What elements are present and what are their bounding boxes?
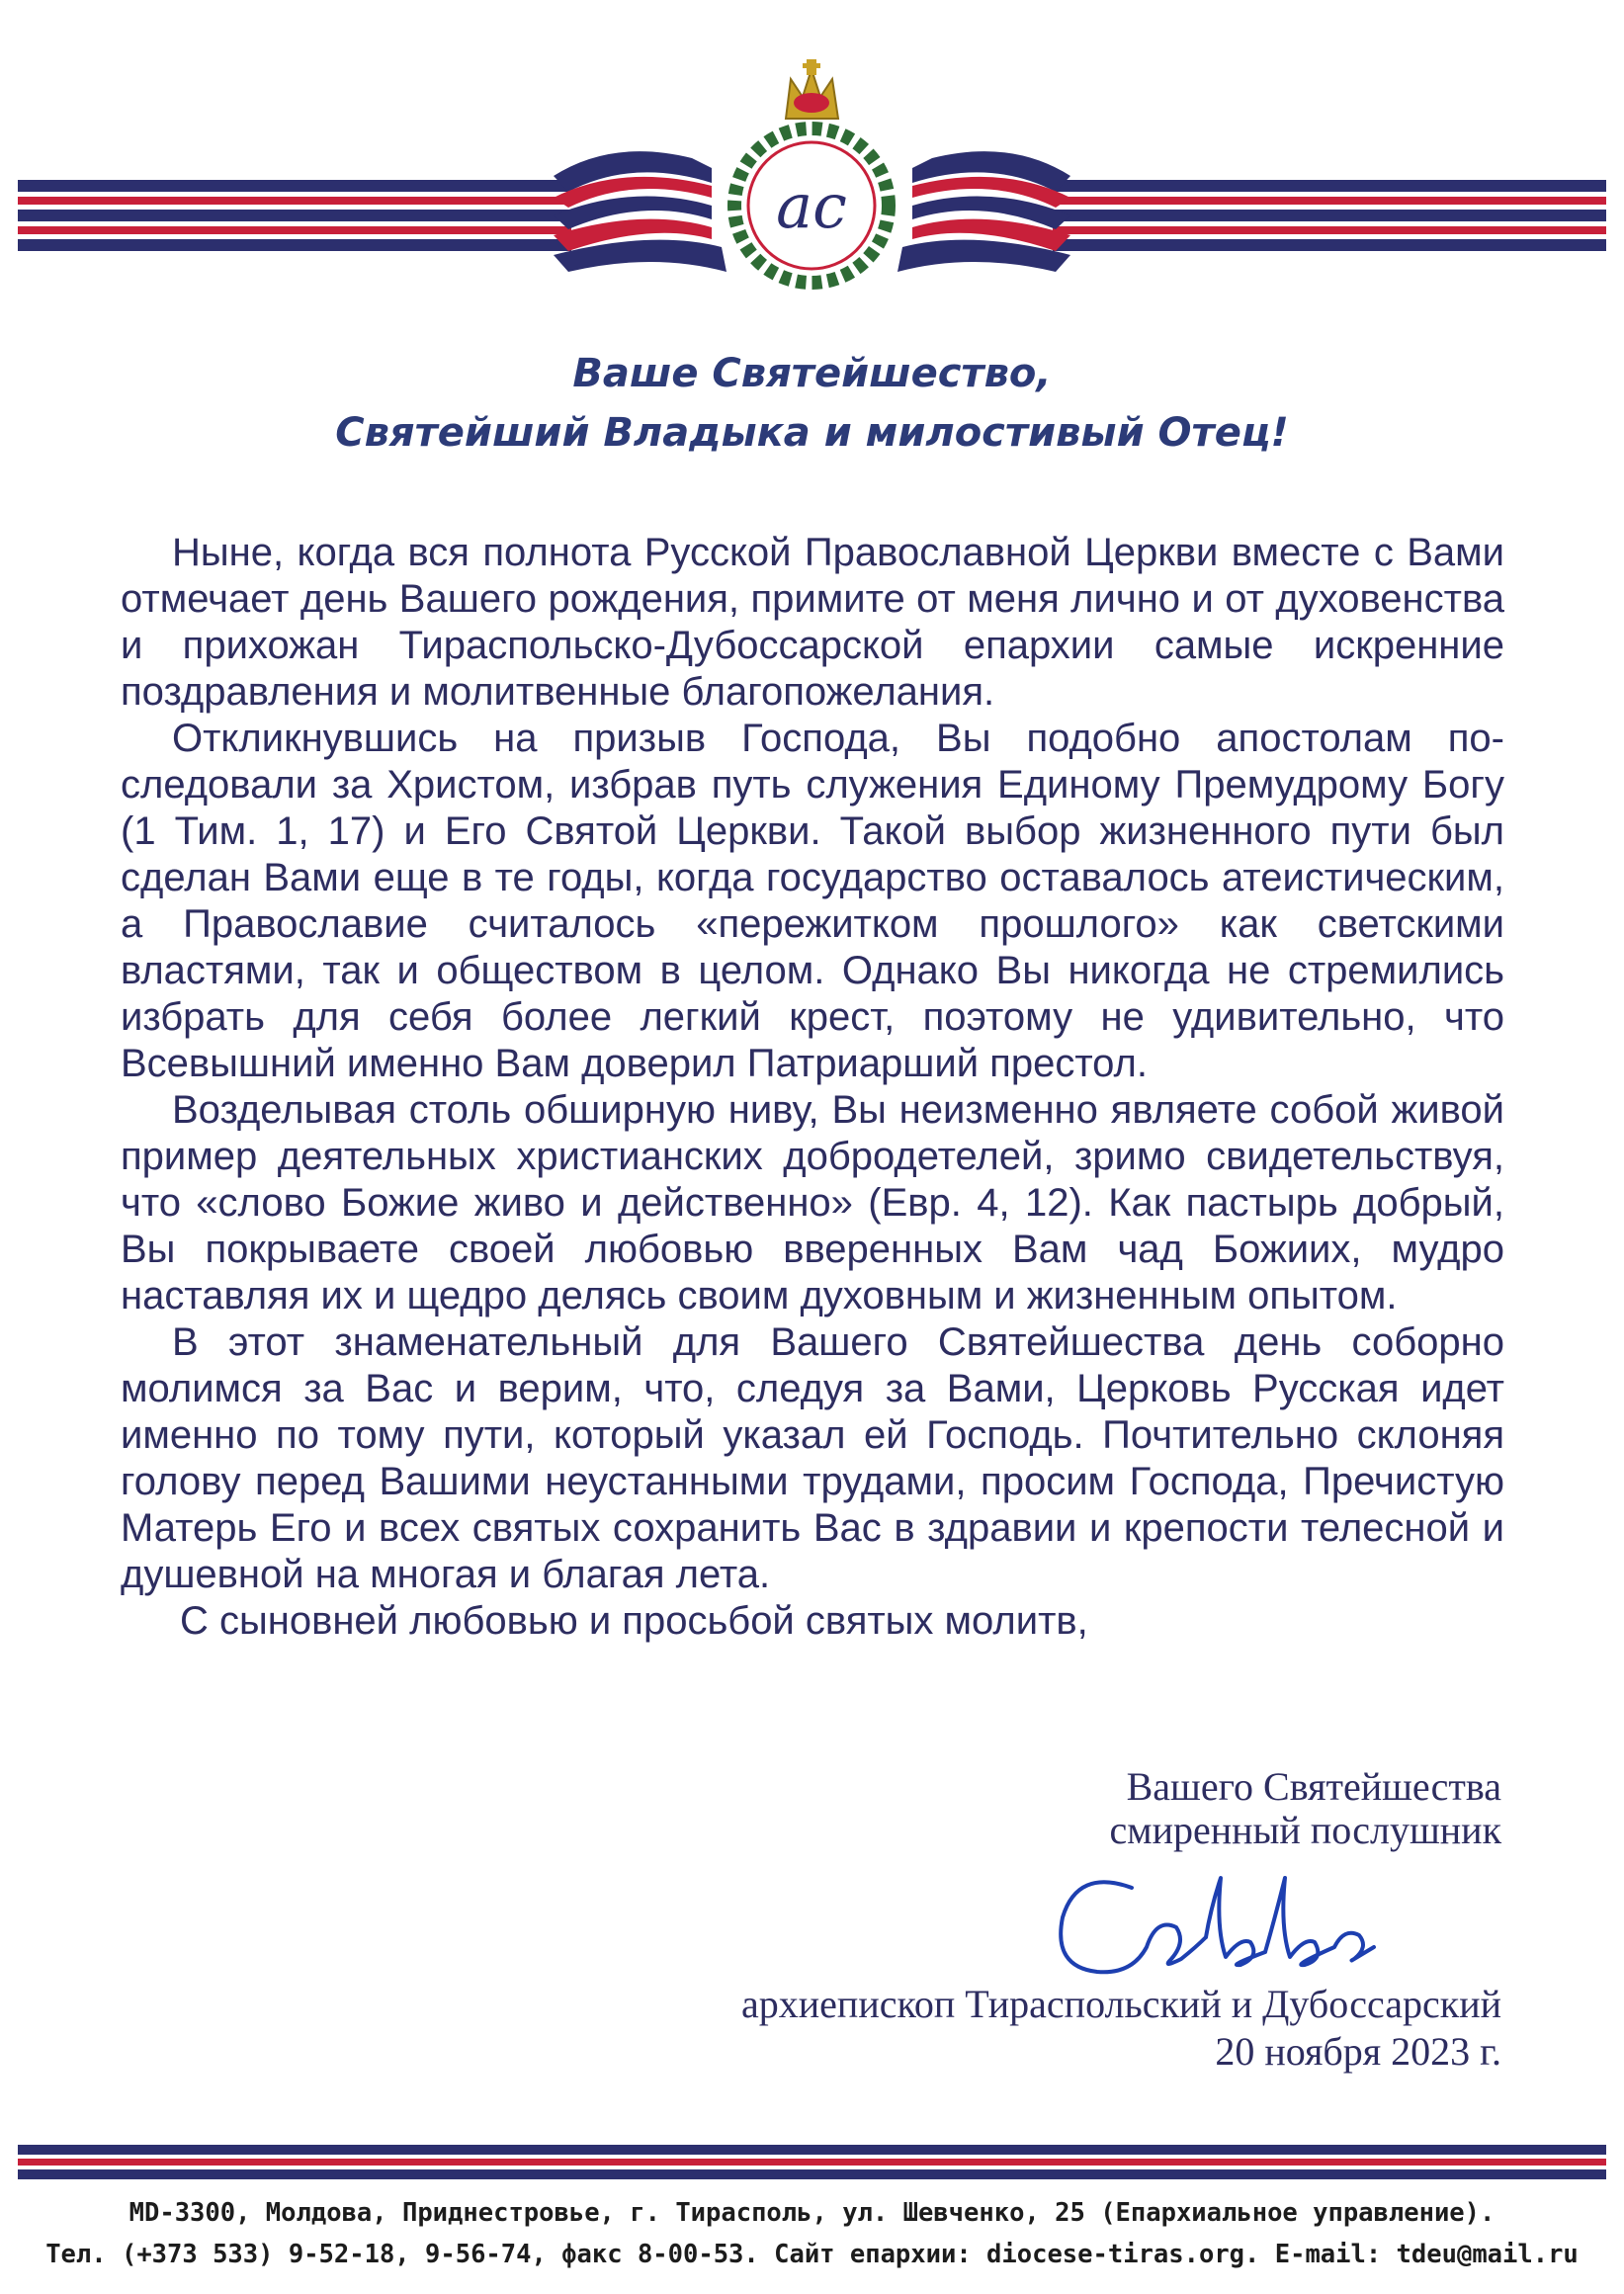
paragraph-1: Ныне, когда вся полнота Русской Православной Церкви вместе с Вами отмечает день Вашего рождения, примите от меня лично и от духовенства и прихожан Тираспольско-Дубоссарской епархии самые искренние поздравления и молитвенные благопожелания. xyxy=(121,531,1504,714)
signoff-line-2: смиренный послушник xyxy=(1109,1808,1501,1852)
paragraph-2: Откликнувшись на призыв Господа, Вы подобно апостолам последовали за Христом, избрав путь служения Единому Премудрому Богу (1 Тим. 1, 17) и Его Святой Церкви. Такой выбор жизненного пути был сделан Вами еще в те годы, когда государство оставалось атеистическим, а Православие считалось «пережитком прошлого» как светскими властями, так и обществом в целом. Однако Вы никогда не стремились избрать для себя более легкий крест, поэтому не удивительно, что Всевышний именно Вам доверил Патриарший престол. xyxy=(121,717,1504,1085)
letter-date: 20 ноября 2023 г. xyxy=(1215,2029,1501,2074)
paragraph-3: Возделывая столь обширную ниву, Вы неизменно являете собой живой пример деятельных христианских добродетелей, зримо свидетельствуя, что «слово Божие живо и действенно» (Евр. 4, 12). Как пастырь добрый, Вы покрываете своей любовью вверенных Вам чад Божиих, мудро наставляя их и щедро делясь своим духовным и жизненным опытом. xyxy=(121,1088,1504,1317)
footer-tricolor-stripes xyxy=(0,2143,1624,2188)
signoff xyxy=(711,1765,1501,1852)
footer-contacts xyxy=(0,2192,1624,2275)
footer-phone-web-email: Тел. (+373 533) 9-52-18, 9-56-74, факс 8-00-53. Сайт епархии: diocese-tiras.org. E-mail: tdeu@mail.ru xyxy=(45,2240,1579,2269)
closing-line: С сыновней любовью и просьбой святых молитв, xyxy=(180,1599,1088,1643)
paragraph-4: В этот знаменательный для Вашего Святейшества день соборно молимся за Вас и верим, что, следуя за Вами, Церковь Русская идет именно по тому пути, который указал ей Господь. Почтительно склоняя голову перед Вашими неустанными трудами, просим Господа, Пречистую Матерь Его и всех святых сохранить Вас в здравии и крепости телесной и душевной на многая и благая лета. xyxy=(121,1320,1504,1596)
monogram: ас xyxy=(776,170,847,242)
signer-title: архиепископ Тираспольский и Дубоссарский xyxy=(741,1982,1501,2026)
signer-block xyxy=(513,1981,1501,2076)
salutation-line-2: Святейший Владыка и милостивый Отец! xyxy=(335,410,1289,456)
signoff-line-1: Вашего Святейшества xyxy=(1126,1764,1501,1809)
footer-address: MD-3300, Молдова, Приднестровье, г. Тирасполь, ул. Шевченко, 25 (Епархиальное управление). xyxy=(128,2198,1496,2228)
ribbon-left xyxy=(18,151,727,272)
letter-body xyxy=(121,530,1504,1645)
crown-icon xyxy=(786,59,838,119)
salutation-line-1: Ваше Святейшество, xyxy=(572,351,1052,396)
ribbon-right xyxy=(897,151,1606,272)
salutation xyxy=(0,344,1624,463)
letterhead-emblem xyxy=(0,59,1624,306)
